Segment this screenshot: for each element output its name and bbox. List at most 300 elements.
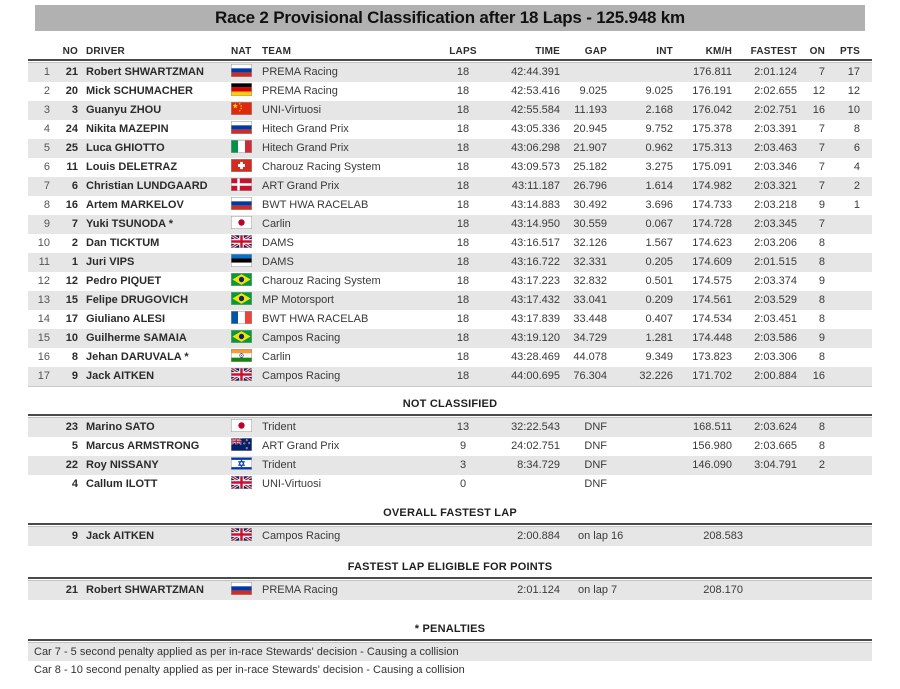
table-row [28, 215, 872, 234]
cell-pos: 3 [43, 104, 50, 116]
cell-time: 24:02.751 [511, 440, 560, 452]
table-row [28, 418, 872, 437]
cell-laps: 18 [456, 218, 470, 230]
table-row [28, 291, 872, 310]
cell-pos: 13 [37, 294, 50, 306]
table-row [28, 196, 872, 215]
cell-int: 0.407 [645, 313, 673, 325]
cell-team: Carlin [262, 351, 291, 363]
cell-on: 8 [818, 256, 825, 268]
cell-no: 5 [71, 440, 78, 452]
cell-laps: 18 [456, 199, 470, 211]
table-row [28, 310, 872, 329]
flag-icon-ru [231, 582, 252, 595]
header-driver: DRIVER [86, 46, 125, 57]
cell-on: 8 [818, 440, 825, 452]
cell-team: Hitech Grand Prix [262, 123, 349, 135]
flag-icon-nz [231, 438, 252, 451]
cell-pts [833, 329, 872, 348]
cell-kmh: 156.980 [692, 440, 732, 452]
cell-time [478, 475, 568, 494]
cell-kmh [681, 475, 740, 494]
cell-fastest: 2:03.529 [754, 294, 797, 306]
cell-pos: 8 [43, 199, 50, 211]
cell-fastest: 2:03.346 [754, 161, 797, 173]
cell-no: 12 [65, 275, 78, 287]
cell-nat [228, 158, 260, 177]
cell-gap: 32.126 [573, 237, 607, 249]
cell-pts: 6 [853, 142, 860, 154]
header-on: ON [809, 46, 825, 57]
cell-time: 43:16.722 [511, 256, 560, 268]
cell-kmh: 174.982 [692, 180, 732, 192]
header-gap: GAP [584, 46, 607, 57]
cell-pts [833, 234, 872, 253]
cell-nat [228, 139, 260, 158]
cell-team: Campos Racing [262, 530, 341, 542]
cell-pts [833, 475, 872, 494]
cell-fastest [740, 475, 805, 494]
cell-team: Trident [262, 421, 296, 433]
cell-pos: 10 [37, 237, 50, 249]
cell-pos: 17 [37, 370, 50, 382]
cell-nat [228, 196, 260, 215]
cell-laps: 18 [456, 332, 470, 344]
cell-team: DAMS [262, 256, 294, 268]
cell-laps: 13 [456, 421, 470, 433]
flag-icon-il [231, 457, 252, 470]
table-row [28, 101, 872, 120]
cell-on: 7 [818, 123, 825, 135]
header-pts: PTS [839, 46, 860, 57]
cell-nat [228, 177, 260, 196]
cell-on: 8 [818, 237, 825, 249]
cell-driver: Nikita MAZEPIN [86, 123, 169, 135]
cell-no: 6 [71, 180, 78, 192]
cell-int: 1.614 [645, 180, 673, 192]
flag-icon-ru [231, 197, 252, 210]
page-title: Race 2 Provisional Classification after 18 Laps - 125.948 km [35, 5, 865, 31]
cell-laps: 18 [456, 142, 470, 154]
table-row [28, 456, 872, 475]
cell-kmh: 174.733 [692, 199, 732, 211]
cell-no: 3 [71, 104, 78, 116]
cell-nat [228, 215, 260, 234]
cell-time: 43:14.950 [511, 218, 560, 230]
cell-int: 9.349 [645, 351, 673, 363]
cell-nat [228, 329, 260, 348]
fastest-lap-points-label: FASTEST LAP ELIGIBLE FOR POINTS [347, 561, 553, 573]
cell-driver: Marcus ARMSTRONG [86, 440, 200, 452]
cell-laps: 18 [456, 275, 470, 287]
cell-gap: 44.078 [573, 351, 607, 363]
cell-kmh: 174.534 [692, 313, 732, 325]
table-header-row [28, 44, 872, 59]
header-nat: NAT [231, 46, 252, 57]
flag-icon-gb [231, 528, 252, 541]
cell-kmh: 174.561 [692, 294, 732, 306]
cell-gap: 26.796 [573, 180, 607, 192]
cell-team: MP Motorsport [262, 294, 334, 306]
cell-driver: Jack AITKEN [86, 530, 155, 542]
cell-pos: 14 [37, 313, 50, 325]
cell-fastest: 2:03.665 [754, 440, 797, 452]
cell-on: 16 [812, 370, 825, 382]
cell-no: 24 [65, 123, 78, 135]
cell-no: 8 [71, 351, 78, 363]
cell-laps: 18 [456, 123, 470, 135]
cell-driver: Mick SCHUMACHER [86, 85, 193, 97]
cell-driver: Juri VIPS [86, 256, 135, 268]
cell-gap: 76.304 [573, 370, 607, 382]
cell-fastest: 2:03.218 [754, 199, 797, 211]
cell-int [615, 63, 681, 82]
cell-laps: 18 [456, 256, 470, 268]
cell-kmh: 208.583 [703, 530, 743, 542]
cell-gap: 21.907 [573, 142, 607, 154]
cell-nat [228, 272, 260, 291]
cell-on: 8 [818, 421, 825, 433]
cell-time: 43:05.336 [511, 123, 560, 135]
cell-kmh: 174.609 [692, 256, 732, 268]
cell-gap: 33.448 [573, 313, 607, 325]
cell-kmh: 176.811 [693, 66, 732, 78]
flag-icon-br [231, 273, 252, 286]
cell-int [615, 456, 681, 475]
cell-int: 3.696 [645, 199, 673, 211]
flag-icon-gb [231, 368, 252, 381]
cell-driver: Robert SHWARTZMAN [86, 66, 204, 78]
cell-gap: 32.331 [573, 256, 607, 268]
cell-no: 9 [71, 370, 78, 382]
table-row [28, 367, 872, 386]
cell-pos [28, 418, 50, 437]
cell-fastest: 2:02.751 [754, 104, 797, 116]
cell-pos: 16 [37, 351, 50, 363]
cell-time: 43:28.469 [511, 351, 560, 363]
cell-fastest: 2:03.586 [754, 332, 797, 344]
penalty-line: Car 7 - 5 second penalty applied as per in-race Stewards' decision - Causing a collision [28, 643, 872, 661]
cell-gap: DNF [584, 459, 607, 471]
cell-time: 42:55.584 [511, 104, 560, 116]
table-row [28, 272, 872, 291]
cell-no: 21 [65, 584, 78, 596]
cell-time: 43:11.187 [511, 180, 560, 192]
cell-gap: 30.559 [573, 218, 607, 230]
cell-no: 15 [65, 294, 78, 306]
flag-icon-de [231, 83, 252, 96]
flag-icon-cn [231, 102, 252, 115]
cell-gap: 11.193 [574, 104, 607, 116]
cell-fastest: 2:03.463 [754, 142, 797, 154]
cell-no: 4 [71, 478, 78, 490]
cell-laps: 0 [459, 478, 467, 490]
flag-icon-ru [231, 64, 252, 77]
cell-team: Campos Racing [262, 370, 341, 382]
table-row [28, 139, 872, 158]
header-laps: LAPS [449, 46, 477, 57]
cell-kmh: 174.728 [692, 218, 732, 230]
cell-kmh: 176.042 [692, 104, 732, 116]
cell-int: 0.209 [645, 294, 673, 306]
cell-driver: Callum ILOTT [86, 478, 158, 490]
cell-pts [833, 291, 872, 310]
penalties-label: * PENALTIES [414, 623, 486, 635]
cell-laps: 18 [456, 294, 470, 306]
cell-time: 42:53.416 [511, 85, 560, 97]
cell-pos [28, 475, 50, 494]
cell-driver: Felipe DRUGOVICH [86, 294, 189, 306]
cell-fastest: 2:01.515 [754, 256, 797, 268]
cell-gap: 33.041 [573, 294, 607, 306]
flag-icon-ch [231, 159, 252, 172]
cell-fastest: 2:03.624 [754, 421, 797, 433]
cell-gap: 30.492 [573, 199, 607, 211]
cell-kmh: 168.511 [693, 421, 732, 433]
cell-time: 2:00.884 [517, 530, 560, 542]
cell-laps: 9 [459, 440, 467, 452]
cell-kmh: 176.191 [692, 85, 732, 97]
cell-kmh: 174.575 [692, 275, 732, 287]
cell-nat [228, 437, 260, 456]
cell-on: 16 [812, 104, 825, 116]
cell-pts: 1 [853, 199, 860, 211]
cell-pts [833, 253, 872, 272]
cell-fastest: 2:02.655 [754, 85, 797, 97]
cell-nat [228, 348, 260, 367]
cell-pos: 7 [43, 180, 50, 192]
cell-driver: Yuki TSUNODA * [86, 218, 173, 230]
cell-int: 0.962 [645, 142, 673, 154]
header-time: TIME [535, 46, 560, 57]
cell-team: ART Grand Prix [262, 440, 340, 452]
cell-time: 42:44.391 [511, 66, 560, 78]
cell-fastest: 2:03.345 [754, 218, 797, 230]
cell-on [805, 475, 833, 494]
cell-int: 0.205 [645, 256, 673, 268]
header-fastest: FASTEST [750, 46, 797, 57]
cell-no: 11 [66, 161, 78, 173]
cell-time: 8:34.729 [517, 459, 560, 471]
cell-nat [228, 291, 260, 310]
cell-driver: Robert SHWARTZMAN [86, 584, 204, 596]
cell-pts [833, 418, 872, 437]
cell-no: 1 [71, 256, 78, 268]
cell-fastest: 2:01.124 [754, 66, 797, 78]
table-row [28, 348, 872, 367]
cell-kmh: 174.448 [692, 332, 732, 344]
cell-nat [228, 63, 260, 82]
cell-fil [758, 527, 872, 546]
header-int: INT [656, 46, 673, 57]
cell-nat [228, 120, 260, 139]
flag-icon-gb [231, 235, 252, 248]
cell-pos: 9 [43, 218, 50, 230]
cell-int: 1.281 [645, 332, 673, 344]
cell-driver: Jehan DARUVALA * [86, 351, 189, 363]
cell-laps: 18 [456, 313, 470, 325]
cell-pos: 6 [43, 161, 50, 173]
cell-team: Charouz Racing System [262, 275, 381, 287]
cell-laps: 18 [456, 161, 470, 173]
cell-laps: 18 [456, 85, 470, 97]
flag-icon-ru [231, 121, 252, 134]
cell-team: ART Grand Prix [262, 180, 340, 192]
cell-no: 9 [71, 530, 78, 542]
cell-team: Carlin [262, 218, 291, 230]
flag-icon-ee [231, 254, 252, 267]
table-row [28, 234, 872, 253]
cell-no: 16 [65, 199, 78, 211]
overall-fastest-lap-body [28, 527, 872, 546]
header-pos [28, 44, 50, 59]
table-row [28, 437, 872, 456]
cell-int: 32.226 [639, 370, 673, 382]
cell-on: 7 [818, 66, 825, 78]
cell-gap: 34.729 [573, 332, 607, 344]
table-row [28, 158, 872, 177]
cell-pos [28, 456, 50, 475]
cell-on_lap: on lap 7 [578, 584, 618, 596]
cell-int: 0.501 [645, 275, 673, 287]
cell-fastest: 2:03.391 [754, 123, 797, 135]
cell-gap: 20.945 [573, 123, 607, 135]
cell-pts [833, 272, 872, 291]
cell-team: UNI-Virtuosi [262, 478, 322, 490]
cell-pos [28, 527, 50, 546]
cell-kmh: 208.170 [703, 584, 743, 596]
cell-pos: 5 [43, 142, 50, 154]
cell-time: 32:22.543 [511, 421, 560, 433]
cell-gap: DNF [584, 421, 607, 433]
cell-team: PREMA Racing [262, 66, 338, 78]
cell-pts: 2 [853, 180, 860, 192]
cell-team: PREMA Racing [262, 85, 338, 97]
cell-no: 7 [71, 218, 78, 230]
cell-no: 10 [65, 332, 78, 344]
cell-driver: Luca GHIOTTO [86, 142, 165, 154]
table-row [28, 581, 872, 600]
cell-laps: 18 [456, 237, 470, 249]
cell-int: 0.067 [645, 218, 673, 230]
cell-gap [568, 63, 615, 82]
flag-icon-gb [231, 476, 252, 489]
cell-no: 22 [65, 459, 78, 471]
cell-on: 8 [818, 294, 825, 306]
cell-pts [833, 348, 872, 367]
table-row [28, 63, 872, 82]
cell-int: 3.275 [645, 161, 673, 173]
cell-no: 17 [65, 313, 78, 325]
cell-time: 43:16.517 [511, 237, 560, 249]
cell-laps: 18 [456, 66, 470, 78]
cell-time: 43:14.883 [511, 199, 560, 211]
cell-pos: 15 [37, 332, 50, 344]
cell-on: 2 [818, 459, 825, 471]
cell-on: 7 [818, 161, 825, 173]
cell-pts [833, 367, 872, 386]
cell-laps: 3 [459, 459, 467, 471]
cell-pos [28, 581, 50, 600]
cell-laps: 18 [456, 104, 470, 116]
cell-kmh: 175.313 [692, 142, 732, 154]
cell-fastest: 2:03.451 [754, 313, 797, 325]
cell-pos: 1 [43, 66, 50, 78]
cell-pts: 12 [847, 85, 860, 97]
cell-laps: 18 [456, 351, 470, 363]
cell-gap: DNF [584, 440, 607, 452]
cell-int: 9.025 [645, 85, 673, 97]
cell-no: 25 [65, 142, 78, 154]
cell-pts: 4 [853, 161, 860, 173]
cell-team: Charouz Racing System [262, 161, 381, 173]
cell-on: 7 [818, 218, 825, 230]
cell-int: 1.567 [645, 237, 673, 249]
cell-pts: 8 [853, 123, 860, 135]
cell-kmh: 173.823 [692, 351, 732, 363]
cell-no: 20 [65, 85, 78, 97]
cell-pts [833, 310, 872, 329]
cell-driver: Guilherme SAMAIA [86, 332, 187, 344]
cell-nat [228, 581, 260, 600]
cell-driver: Jack AITKEN [86, 370, 155, 382]
cell-fil [758, 581, 872, 600]
cell-int: 9.752 [645, 123, 673, 135]
cell-time: 43:09.573 [511, 161, 560, 173]
cell-team: PREMA Racing [262, 584, 338, 596]
cell-nat [228, 456, 260, 475]
cell-nat [228, 527, 260, 546]
cell-no: 23 [65, 421, 78, 433]
cell-time: 2:01.124 [517, 584, 560, 596]
cell-team: DAMS [262, 237, 294, 249]
cell-kmh: 171.702 [692, 370, 732, 382]
cell-driver: Marino SATO [86, 421, 155, 433]
fastest-lap-points-body [28, 581, 872, 600]
cell-gap: DNF [584, 478, 607, 490]
cell-team: BWT HWA RACELAB [262, 199, 369, 211]
penalty-line: Car 8 - 10 second penalty applied as per in-race Stewards' decision - Causing a collision [34, 664, 465, 676]
cell-gap: 9.025 [579, 85, 607, 97]
cell-kmh: 146.090 [692, 459, 732, 471]
cell-time: 44:00.695 [511, 370, 560, 382]
cell-int [615, 475, 681, 494]
flag-icon-br [231, 330, 252, 343]
overall-fastest-lap-label: OVERALL FASTEST LAP [383, 507, 517, 519]
cell-driver: Roy NISSANY [86, 459, 159, 471]
cell-on: 8 [818, 351, 825, 363]
cell-int [615, 437, 681, 456]
flag-icon-br [231, 292, 252, 305]
cell-nat [228, 234, 260, 253]
cell-time: 43:17.839 [511, 313, 560, 325]
not-classified-body [28, 418, 872, 494]
cell-team: Campos Racing [262, 332, 341, 344]
cell-on: 9 [818, 332, 825, 344]
flag-icon-it [231, 140, 252, 153]
cell-pos [28, 437, 50, 456]
not-classified-label: NOT CLASSIFIED [402, 398, 498, 410]
cell-fastest: 2:03.321 [754, 180, 797, 192]
cell-fastest: 3:04.791 [754, 459, 797, 471]
flag-icon-fr [231, 311, 252, 324]
table-bottom-rule [28, 386, 872, 387]
cell-no: 2 [71, 237, 78, 249]
table-row [28, 120, 872, 139]
cell-pts [833, 437, 872, 456]
cell-pos: 4 [43, 123, 50, 135]
cell-on: 9 [818, 199, 825, 211]
